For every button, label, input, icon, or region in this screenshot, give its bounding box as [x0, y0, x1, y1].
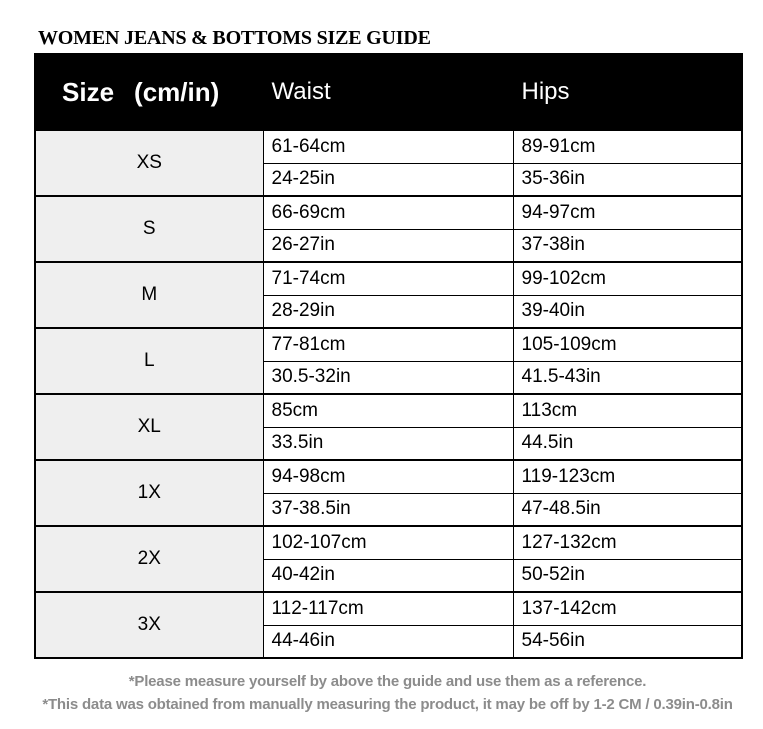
hips-in-cell: 54-56in [513, 625, 742, 658]
waist-in-cell: 26-27in [263, 229, 513, 262]
hips-cm-cell: 94-97cm [513, 196, 742, 229]
waist-cm-cell: 102-107cm [263, 526, 513, 559]
table-row [35, 526, 742, 559]
table-row [35, 262, 742, 295]
hips-column-header: Hips [513, 54, 742, 130]
size-cell-s: S [35, 196, 263, 262]
size-cell-1x: 1X [35, 460, 263, 526]
waist-in-cell: 24-25in [263, 163, 513, 196]
size-guide-table [34, 53, 743, 659]
size-column-header [35, 54, 263, 130]
hips-in-cell: 35-36in [513, 163, 742, 196]
waist-cm-cell: 85cm [263, 394, 513, 427]
size-cell-3x: 3X [35, 592, 263, 658]
waist-in-cell: 40-42in [263, 559, 513, 592]
waist-cm-cell: 71-74cm [263, 262, 513, 295]
hips-cm-cell: 127-132cm [513, 526, 742, 559]
hips-in-cell: 37-38in [513, 229, 742, 262]
waist-in-cell: 30.5-32in [263, 361, 513, 394]
hips-in-cell: 39-40in [513, 295, 742, 328]
table-row [35, 394, 742, 427]
size-cell-xs: XS [35, 130, 263, 196]
table-row [35, 130, 742, 163]
size-cell-l: L [35, 328, 263, 394]
waist-in-cell: 37-38.5in [263, 493, 513, 526]
waist-cm-cell: 94-98cm [263, 460, 513, 493]
waist-column-header: Waist [263, 54, 513, 130]
footnote-line-1: *Please measure yourself by above the guide and use them as a reference. [128, 673, 647, 690]
hips-in-cell: 47-48.5in [513, 493, 742, 526]
page-title: WOMEN JEANS & BOTTOMS SIZE GUIDE [38, 27, 431, 49]
hips-in-cell: 41.5-43in [513, 361, 742, 394]
hips-cm-cell: 113cm [513, 394, 742, 427]
size-cell-xl: XL [35, 394, 263, 460]
waist-in-cell: 33.5in [263, 427, 513, 460]
hips-cm-cell: 89-91cm [513, 130, 742, 163]
waist-cm-cell: 77-81cm [263, 328, 513, 361]
footnote-line-2: *This data was obtained from manually measuring the product, it may be off by 1-2 CM / 0.39in-0.8in [42, 696, 733, 713]
table-row [35, 196, 742, 229]
waist-cm-cell: 112-117cm [263, 592, 513, 625]
size-cell-2x: 2X [35, 526, 263, 592]
hips-in-cell: 44.5in [513, 427, 742, 460]
waist-cm-cell: 61-64cm [263, 130, 513, 163]
table-row [35, 592, 742, 625]
waist-cm-cell: 66-69cm [263, 196, 513, 229]
hips-cm-cell: 99-102cm [513, 262, 742, 295]
hips-in-cell: 50-52in [513, 559, 742, 592]
footnotes [34, 670, 741, 716]
waist-in-cell: 44-46in [263, 625, 513, 658]
waist-in-cell: 28-29in [263, 295, 513, 328]
size-header-label: Size [62, 76, 115, 107]
hips-cm-cell: 119-123cm [513, 460, 742, 493]
size-cell-m: M [35, 262, 263, 328]
hips-cm-cell: 137-142cm [513, 592, 742, 625]
size-header-unit: (cm/in) [134, 76, 220, 107]
table-row [35, 460, 742, 493]
header-row [35, 54, 742, 130]
hips-cm-cell: 105-109cm [513, 328, 742, 361]
table-row [35, 328, 742, 361]
